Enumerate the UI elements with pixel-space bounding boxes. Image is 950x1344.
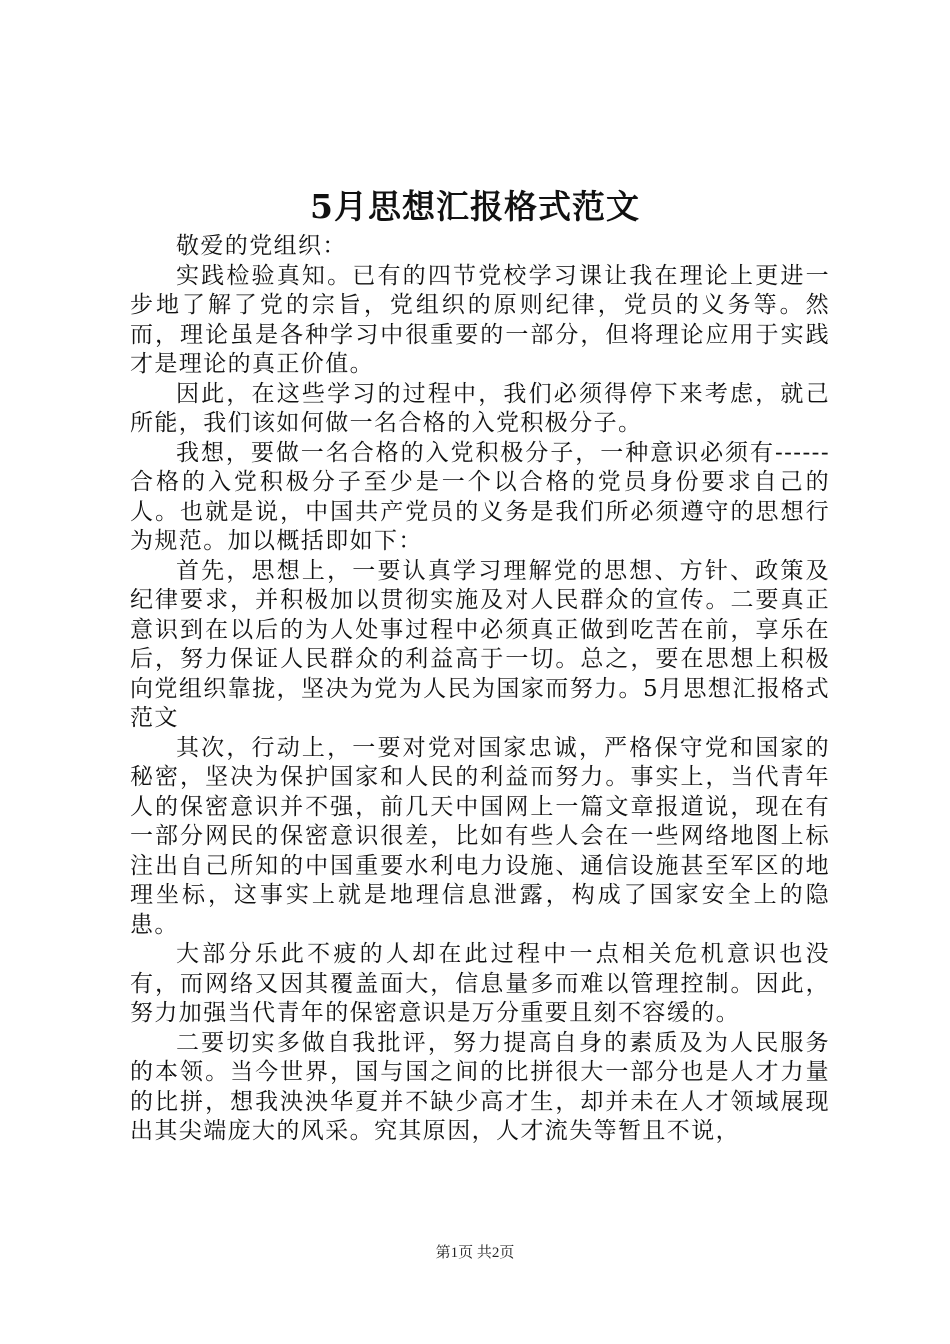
- paragraph: 二要切实多做自我批评，努力提高自身的素质及为人民服务的本领。当今世界，国与国之间的比拼很大一部分也是人才力量的比拼，想我泱泱华夏并不缺少高才生，却并未在人才领域展现出其尖端庞大的风采。究其原因，人才流失等暂且不说，: [130, 1029, 830, 1144]
- paragraph: 其次，行动上，一要对党对国家忠诚，严格保守党和国家的秘密，坚决为保护国家和人民的利益而努力。事实上，当代青年人的保密意识并不强，前几天中国网上一篇文章报道说，现在有一部分网民的保密意识很差，比如有些人会在一些网络地图上标注出自己所知的中国重要水利电力设施、通信设施甚至军区的地理坐标，这事实上就是地理信息泄露，构成了国家安全上的隐患。: [130, 734, 830, 938]
- paragraph: 首先，思想上，一要认真学习理解党的思想、方针、政策及纪律要求，并积极加以贯彻实施及对人民群众的宣传。二要真正意识到在以后的为人处事过程中必须真正做到吃苦在前，享乐在后，努力保证人民群众的利益高于一切。总之，要在思想上积极向党组织靠拢，坚决为党为人民为国家而努力。5月思想汇报格式范文: [130, 557, 830, 731]
- salutation: 敬爱的党组织：: [176, 233, 347, 259]
- paragraph: 我想，要做一名合格的入党积极分子，一种意识必须有------合格的入党积极分子至少是一个以合格的党员身份要求自己的人。也就是说，中国共产党员的义务是我们所必须遵守的思想行为规范。加以概括即如下：: [130, 439, 830, 554]
- paragraph: 实践检验真知。已有的四节党校学习课让我在理论上更进一步地了解了党的宗旨，党组织的原则纪律，党员的义务等。然而，理论虽是各种学习中很重要的一部分，但将理论应用于实践才是理论的真正价值。: [130, 262, 830, 377]
- document-body: [130, 232, 830, 1147]
- paragraph: 大部分乐此不疲的人却在此过程中一点相关危机意识也没有，而网络又因其覆盖面大，信息量多而难以管理控制。因此，努力加强当代青年的保密意识是万分重要且刻不容缓的。: [130, 941, 830, 1026]
- document-title: 5月思想汇报格式范文: [310, 187, 640, 226]
- paragraph: 因此，在这些学习的过程中，我们必须得停下来考虑，就己所能，我们该如何做一名合格的入党积极分子。: [130, 380, 830, 436]
- page-number-footer: 第1页 共2页: [435, 1245, 515, 1261]
